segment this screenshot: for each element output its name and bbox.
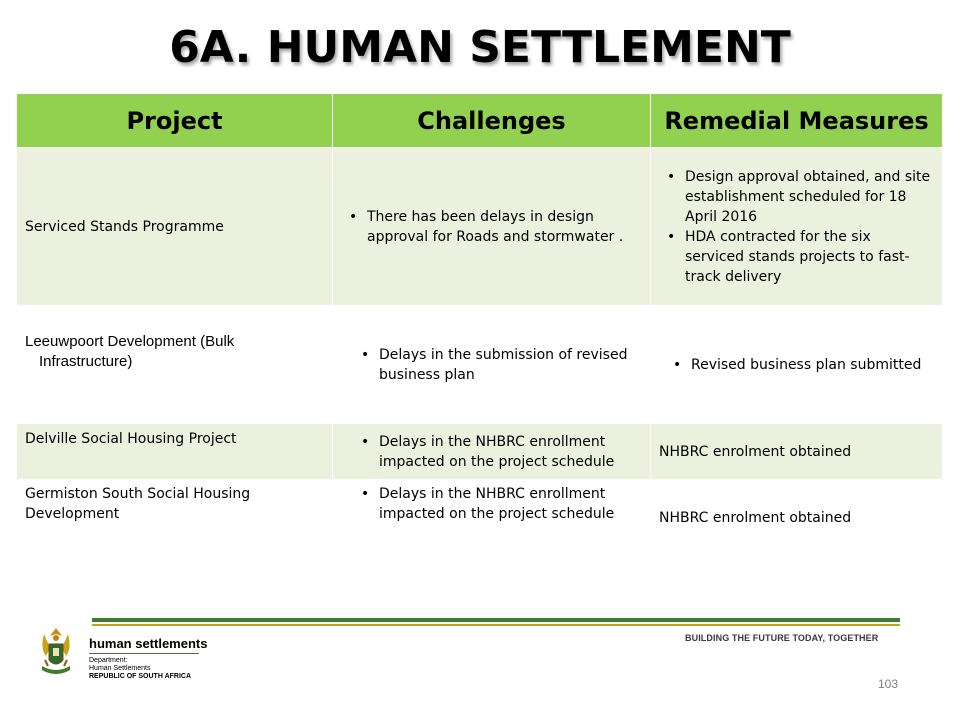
project-cell: [17, 306, 333, 424]
table-row: [17, 148, 943, 306]
remedial-cell: NHBRC enrolment obtained: [651, 480, 943, 557]
remedial-item: • Revised business plan submitted: [691, 355, 934, 375]
challenges-cell: [333, 306, 651, 424]
project-table: [16, 93, 943, 557]
remedial-cell: [651, 306, 943, 424]
remedial-cell: NHBRC enrolment obtained: [651, 424, 943, 480]
challenges-cell: [333, 480, 651, 557]
footer-divider-gold: [92, 624, 900, 626]
header-challenges: Challenges: [333, 94, 651, 148]
table-row: [17, 424, 943, 480]
project-name: Leeuwpoort Development (Bulk Infrastructure): [25, 333, 235, 370]
project-cell: Serviced Stands Programme: [17, 148, 333, 306]
department-name: human settlements: [89, 636, 208, 651]
challenge-item: • There has been delays in design approval for Roads and stormwater .: [367, 207, 642, 247]
footer-slogan: BUILDING THE FUTURE TODAY, TOGETHER: [685, 633, 879, 643]
challenge-item: • Delays in the NHBRC enrollment impacted on the project schedule: [379, 484, 642, 524]
footer-divider-green: [92, 618, 900, 622]
remedial-item: • Design approval obtained, and site establishment scheduled for 18 April 2016: [685, 167, 934, 227]
table-row: [17, 480, 943, 557]
page-number: 103: [878, 677, 899, 691]
department-full-name: Human Settlements: [89, 665, 151, 672]
challenge-item: • Delays in the submission of revised business plan: [379, 345, 642, 385]
header-remedial-measures: Remedial Measures: [651, 94, 943, 148]
slide-title: 6A. HUMAN SETTLEMENT: [169, 22, 791, 73]
project-cell: Delville Social Housing Project: [17, 424, 333, 480]
challenges-cell: [333, 424, 651, 480]
department-logo-block: [89, 636, 207, 681]
department-label: Department:: [89, 657, 128, 664]
project-cell: Germiston South Social Housing Development: [17, 480, 333, 557]
country-name: REPUBLIC OF SOUTH AFRICA: [89, 673, 192, 680]
remedial-cell: [651, 148, 943, 306]
coat-of-arms-icon: [36, 626, 76, 680]
table-row: [17, 306, 943, 424]
challenge-item: • Delays in the NHBRC enrollment impacted on the project schedule: [379, 432, 642, 472]
remedial-item: • HDA contracted for the six serviced stands projects to fast-track delivery: [685, 227, 934, 287]
header-project: Project: [17, 94, 333, 148]
challenges-cell: [333, 148, 651, 306]
table-header-row: [17, 94, 943, 148]
department-underline: [89, 653, 199, 654]
